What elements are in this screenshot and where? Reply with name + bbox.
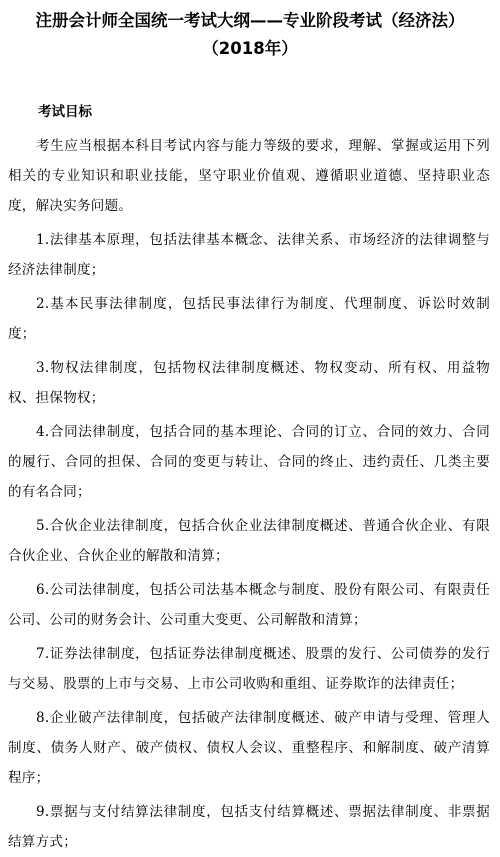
document-title: 注册会计师全国统一考试大纲——专业阶段考试（经济法） [35, 11, 465, 30]
intro-paragraph: 考生应当根据本科目考试内容与能力等级的要求，理解、掌握或运用下列相关的专业知识和职业技能，坚守职业价值观、遵循职业道德、坚持职业态度，解决实务问题。 [8, 138, 490, 214]
list-item: 6.公司法律制度，包括公司法基本概念与制度、股份有限公司、有限责任公司、公司的财务会计、公司重大变更、公司解散和清算； [8, 582, 490, 628]
list-item: 4.合同法律制度，包括合同的基本理论、合同的订立、合同的效力、合同的履行、合同的担保、合同的变更与转让、合同的终止、违约责任、几类主要的有名合同； [8, 424, 490, 500]
list-item: 5.合伙企业法律制度，包括合伙企业法律制度概述、普通合伙企业、有限合伙企业、合伙企业的解散和清算； [8, 518, 490, 564]
list-item: 7.证券法律制度，包括证券法律制度概述、股票的发行、公司债券的发行与交易、股票的上市与交易、上市公司收购和重组、证券欺诈的法律责任； [8, 646, 490, 692]
list-item: 3.物权法律制度，包括物权法律制度概述、物权变动、所有权、用益物权、担保物权； [8, 360, 490, 406]
list-item: 9.票据与支付结算法律制度，包括支付结算概述、票据法律制度、非票据结算方式； [8, 804, 490, 850]
document-subtitle-year: （2018年） [202, 39, 298, 58]
section-heading: 考试目标 [38, 104, 92, 120]
list-item: 1.法律基本原理，包括法律基本概念、法律关系、市场经济的法律调整与经济法律制度； [8, 232, 490, 278]
list-item: 2.基本民事法律制度，包括民事法律行为制度、代理制度、诉讼时效制度； [8, 296, 490, 342]
body-text [0, 131, 500, 857]
list-item: 8.企业破产法律制度，包括破产法律制度概述、破产申请与受理、管理人制度、债务人财产、破产债权、债权人会议、重整程序、和解制度、破产清算程序； [8, 710, 490, 786]
